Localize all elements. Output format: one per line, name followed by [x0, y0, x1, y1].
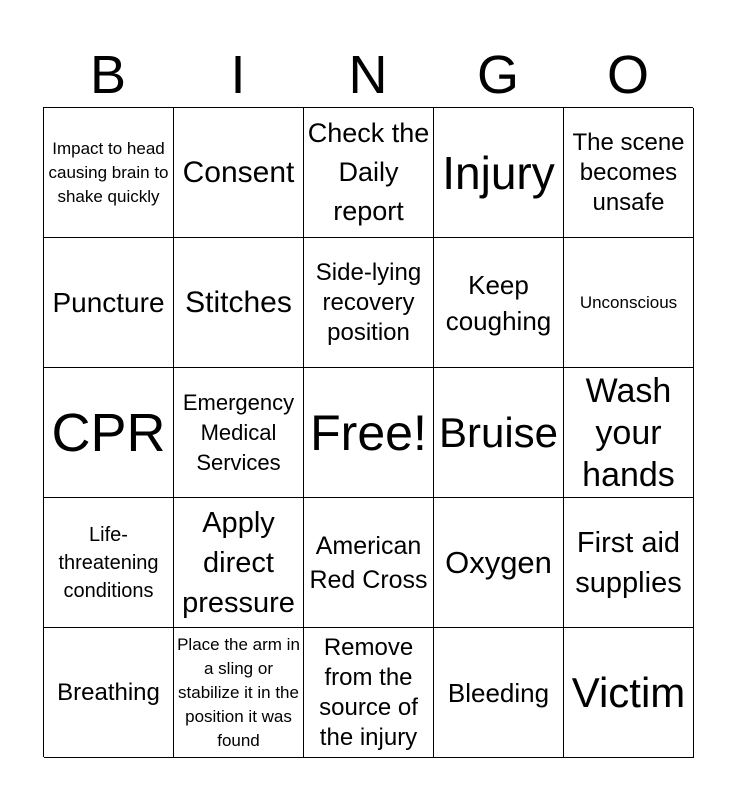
cell-text: Injury	[442, 146, 555, 199]
bingo-cell[interactable]	[434, 628, 564, 758]
bingo-cell[interactable]	[174, 368, 304, 498]
cell-text: Keep coughing	[445, 269, 552, 336]
cell-text: Bleeding	[447, 677, 550, 708]
cell-text: Check the Daily report	[307, 118, 430, 226]
bingo-board	[43, 107, 693, 757]
cell-text: Remove from the source of the injury	[319, 633, 418, 751]
cell-text: Place the arm in a sling or stabilize it in the position it was found	[177, 634, 300, 750]
bingo-cell[interactable]	[434, 368, 564, 498]
bingo-cell[interactable]	[434, 238, 564, 368]
bingo-cell[interactable]	[174, 498, 304, 628]
cell-text: Unconscious	[579, 292, 678, 312]
bingo-cell[interactable]	[564, 238, 694, 368]
cell-text: Apply direct pressure	[182, 506, 295, 619]
cell-text: CPR	[51, 402, 166, 463]
bingo-cell[interactable]	[304, 108, 434, 238]
cell-text: Breathing	[57, 678, 160, 706]
bingo-cell[interactable]	[174, 238, 304, 368]
bingo-cell[interactable]	[434, 498, 564, 628]
bingo-cell[interactable]	[304, 498, 434, 628]
cell-text: Wash your hands	[582, 371, 675, 494]
header-letter-g: G	[476, 45, 519, 105]
header-letter-n: N	[348, 45, 388, 105]
bingo-cell[interactable]	[564, 628, 694, 758]
cell-text: Stitches	[185, 285, 292, 319]
header-letter-i: I	[230, 45, 246, 105]
bingo-header	[43, 44, 693, 106]
cell-text: First aid supplies	[575, 526, 682, 599]
bingo-cell[interactable]	[304, 368, 434, 498]
bingo-cell[interactable]	[174, 628, 304, 758]
cell-text: The scene becomes unsafe	[572, 128, 685, 216]
bingo-cell[interactable]	[44, 498, 174, 628]
cell-text: Life-threatening conditions	[58, 523, 159, 602]
bingo-cell[interactable]	[304, 628, 434, 758]
bingo-cell[interactable]	[564, 108, 694, 238]
header-letter-o: O	[606, 45, 649, 105]
bingo-cell[interactable]	[44, 108, 174, 238]
cell-text: American Red Cross	[309, 531, 428, 594]
bingo-cell[interactable]	[564, 368, 694, 498]
cell-text: Victim	[571, 668, 686, 716]
bingo-cell[interactable]	[44, 628, 174, 758]
cell-text: Emergency Medical Services	[182, 389, 295, 475]
cell-text: Side-lying recovery position	[315, 258, 422, 346]
cell-text: Impact to head causing brain to shake quickly	[48, 138, 169, 206]
bingo-cell[interactable]	[44, 368, 174, 498]
cell-text: Oxygen	[445, 544, 552, 580]
bingo-cell[interactable]	[44, 238, 174, 368]
bingo-cell[interactable]	[304, 238, 434, 368]
bingo-cell[interactable]	[174, 108, 304, 238]
cell-text: Bruise	[438, 408, 559, 456]
bingo-cell[interactable]	[564, 498, 694, 628]
cell-text: Puncture	[52, 286, 165, 318]
bingo-cell[interactable]	[434, 108, 564, 238]
cell-text: Free!	[310, 404, 427, 461]
cell-text: Consent	[182, 155, 295, 189]
header-letter-b: B	[89, 45, 127, 105]
